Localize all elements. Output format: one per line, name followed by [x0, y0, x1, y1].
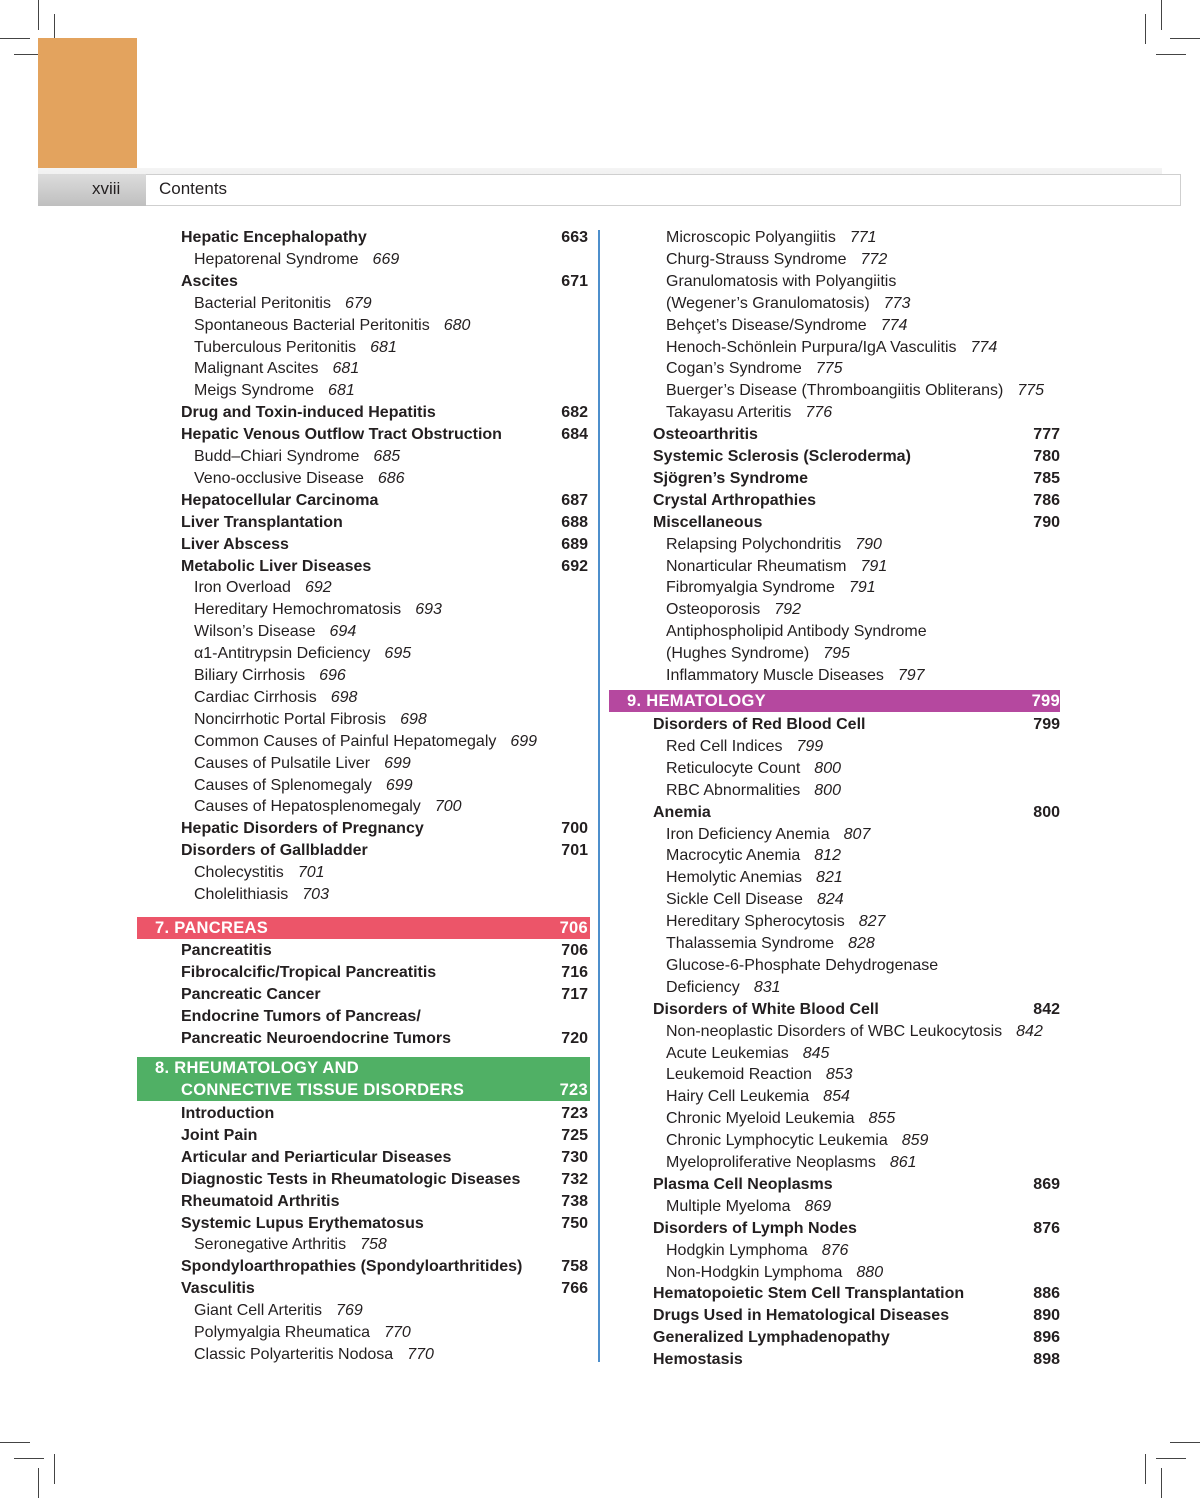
toc-entry[interactable]	[0, 424, 1200, 446]
entry-title: Metabolic Liver Diseases	[181, 557, 372, 575]
entry-page-number: 699	[510, 732, 538, 750]
entry-title: (Wegener’s Granulomatosis) 773	[666, 294, 911, 312]
toc-entry[interactable]	[0, 802, 1200, 824]
entry-title: Iron Overload 692	[194, 579, 332, 597]
toc-subentry[interactable]	[0, 271, 1200, 293]
toc-subentry[interactable]	[0, 736, 1200, 758]
entry-page-number: 880	[856, 1263, 884, 1281]
entry-page-number: 800	[814, 759, 841, 777]
entry-title: Crystal Arthropathies	[653, 491, 816, 509]
entry-title: Vasculitis	[181, 1280, 255, 1298]
crop-mark	[1156, 54, 1186, 55]
section-title: 7. PANCREAS	[155, 919, 269, 937]
entry-title: Biliary Cirrhosis 696	[194, 667, 346, 684]
entry-title: Macrocytic Anemia 812	[666, 847, 841, 865]
entry-title: Glucose-6-Phosphate Dehydrogenase	[666, 956, 939, 974]
entry-title: Liver Abscess	[181, 535, 289, 553]
entry-page-number: 777	[1033, 426, 1060, 444]
entry-title: Polymyalgia Rheumatica 770	[194, 1324, 411, 1341]
entry-title: Hepatic Venous Outflow Tract Obstruction	[181, 426, 502, 444]
crop-mark	[1161, 0, 1162, 30]
entry-page-number: 698	[400, 710, 427, 728]
entry-title: Hepatic Disorders of Pregnancy	[181, 820, 424, 838]
entry-page-number: 725	[561, 1126, 588, 1144]
entry-title: Hereditary Spherocytosis 827	[666, 913, 886, 931]
entry-title: Non-neoplastic Disorders of WBC Leukocytosis 842	[666, 1022, 1043, 1040]
entry-title: Wilson’s Disease 694	[194, 623, 357, 641]
crop-mark	[14, 1458, 44, 1459]
section-title: CONNECTIVE TISSUE DISORDERS	[181, 1081, 465, 1099]
entry-page-number: 797	[897, 667, 925, 684]
entry-title: Liver Transplantation	[181, 513, 343, 531]
toc-subentry[interactable]	[0, 867, 1200, 889]
toc-subentry[interactable]	[0, 1086, 1200, 1108]
crop-mark	[38, 1468, 39, 1498]
entry-page-number: 732	[561, 1170, 588, 1188]
entry-title: Chronic Lymphocytic Leukemia 859	[666, 1132, 929, 1150]
entry-page-number: 758	[360, 1236, 387, 1254]
entry-page-number: 775	[815, 360, 843, 378]
toc-subentry[interactable]	[0, 315, 1200, 337]
entry-page-number: 689	[561, 535, 588, 553]
entry-page-number: 698	[330, 688, 358, 706]
entry-title: Deficiency 831	[666, 978, 781, 996]
entry-page-number: 696	[319, 667, 346, 684]
entry-title: Churg-Strauss Syndrome 772	[666, 250, 888, 268]
entry-page-number: 791	[848, 579, 876, 597]
entry-page-number: 699	[384, 754, 411, 772]
entry-title: Multiple Myeloma 869	[666, 1197, 832, 1215]
entry-title: Generalized Lymphadenopathy	[653, 1329, 890, 1347]
entry-page-number: 869	[804, 1197, 832, 1215]
entry-title: α1-Antitrypsin Deficiency 695	[194, 645, 412, 663]
toc-subentry[interactable]	[0, 337, 1200, 359]
toc-entry[interactable]	[0, 714, 1200, 736]
toc-entry[interactable]	[0, 1218, 1200, 1240]
entry-page-number: 790	[1033, 513, 1060, 531]
entry-title: Systemic Lupus Erythematosus	[181, 1214, 424, 1232]
entry-title: Joint Pain	[181, 1126, 258, 1144]
toc-subentry[interactable]	[0, 358, 1200, 380]
entry-page-number: 886	[1033, 1285, 1060, 1303]
entry-page-number: 807	[843, 825, 871, 843]
entry-page-number: 790	[855, 535, 882, 553]
toc-subentry[interactable]	[0, 534, 1200, 556]
crop-mark	[38, 0, 39, 30]
entry-page-number: 663	[561, 229, 588, 246]
toc-subentry[interactable]	[0, 758, 1200, 780]
entry-title: Causes of Splenomegaly 699	[194, 776, 413, 794]
entry-page-number: 854	[823, 1088, 850, 1106]
entry-title: Classic Polyarteritis Nodosa 770	[194, 1345, 434, 1363]
entry-title: Red Cell Indices 799	[666, 737, 824, 755]
crop-mark	[1161, 1468, 1162, 1498]
entry-page-number: 792	[774, 601, 801, 619]
entry-title: Hereditary Hemochromatosis 693	[194, 601, 442, 619]
entry-title: Takayasu Arteritis 776	[666, 404, 833, 422]
entry-title: Osteoarthritis	[653, 426, 758, 444]
toc-subentry[interactable]	[0, 599, 1200, 621]
entry-title: Hepatic Encephalopathy	[181, 229, 367, 246]
entry-page-number: 780	[1033, 448, 1060, 465]
entry-title: Systemic Sclerosis (Scleroderma)	[653, 448, 911, 465]
entry-title: Introduction	[181, 1105, 275, 1122]
entry-page-number: 842	[1033, 1000, 1060, 1018]
toc-subentry[interactable]	[0, 577, 1200, 599]
entry-page-number: 799	[1033, 716, 1060, 733]
entry-title: Pancreatic Cancer	[181, 985, 321, 1003]
section-title: 8. RHEUMATOLOGY AND	[155, 1059, 360, 1077]
entry-page-number: 876	[1033, 1219, 1060, 1237]
entry-page-number: 827	[858, 913, 886, 931]
entry-page-number: 890	[1033, 1307, 1060, 1325]
entry-page-number: 775	[1017, 382, 1045, 400]
entry-title: Nonarticular Rheumatism 791	[666, 557, 888, 575]
entry-page-number: 845	[802, 1044, 830, 1062]
entry-title: Hepatocellular Carcinoma	[181, 491, 379, 509]
entry-page-number: 671	[561, 272, 588, 290]
entry-page-number: 795	[823, 645, 850, 663]
entry-page-number: 800	[814, 781, 841, 799]
toc-subentry[interactable]	[0, 249, 1200, 271]
toc-subentry[interactable]	[0, 621, 1200, 643]
entry-page-number: 824	[816, 891, 844, 909]
toc-subentry[interactable]	[0, 402, 1200, 424]
entry-page-number: 695	[384, 645, 412, 663]
entry-title: Buerger’s Disease (Thromboangiitis Obliterans) 775	[666, 382, 1045, 400]
entry-page-number: 680	[443, 316, 471, 334]
toc-entry[interactable]	[0, 1349, 1200, 1371]
entry-page-number: 799	[796, 737, 824, 755]
entry-title: Budd–Chiari Syndrome 685	[194, 448, 401, 465]
toc-subentry[interactable]	[0, 1130, 1200, 1152]
toc-subentry[interactable]	[0, 556, 1200, 578]
entry-page-number: 684	[561, 426, 588, 444]
entry-title: Antiphospholipid Antibody Syndrome	[666, 623, 927, 641]
entry-page-number: 701	[561, 842, 588, 860]
entry-page-number: 723	[561, 1105, 588, 1122]
entry-page-number: 800	[1033, 803, 1060, 821]
entry-title: Drugs Used in Hematological Diseases	[653, 1307, 950, 1325]
entry-page-number: 774	[970, 338, 998, 356]
entry-title: Ascites	[181, 272, 238, 290]
entry-page-number: 700	[434, 798, 462, 816]
entry-title: Hairy Cell Leukemia 854	[666, 1088, 850, 1106]
entry-title: Henoch-Schönlein Purpura/IgA Vasculitis 774	[666, 338, 998, 356]
entry-page-number: 681	[370, 338, 397, 356]
entry-title: Inflammatory Muscle Diseases 797	[666, 667, 925, 684]
toc-subentry[interactable]	[0, 293, 1200, 315]
entry-page-number: 770	[407, 1345, 434, 1363]
entry-page-number: 694	[329, 623, 357, 641]
entry-title: Causes of Pulsatile Liver 699	[194, 754, 411, 772]
section-heading-band[interactable]	[609, 690, 1060, 712]
running-header-title: Contents	[159, 179, 228, 198]
entry-title: Cardiac Cirrhosis 698	[194, 688, 358, 706]
section-page-number: 723	[559, 1081, 588, 1099]
entry-page-number: 685	[373, 448, 401, 465]
entry-page-number: 776	[805, 404, 833, 422]
toc-subentry[interactable]	[0, 380, 1200, 402]
entry-title: Leukemoid Reaction 853	[666, 1066, 853, 1084]
crop-mark	[1145, 14, 1146, 44]
entry-title: Tuberculous Peritonitis 681	[194, 338, 397, 356]
entry-title: Cogan’s Syndrome 775	[666, 360, 843, 378]
toc-subentry[interactable]	[0, 1240, 1200, 1262]
toc-subentry[interactable]	[0, 227, 1200, 249]
entry-title: Cholelithiasis 703	[194, 886, 329, 903]
entry-page-number: 771	[849, 229, 877, 246]
toc-subentry[interactable]	[0, 1262, 1200, 1284]
entry-title: Bacterial Peritonitis 679	[194, 294, 372, 312]
toc-subentry[interactable]	[0, 1196, 1200, 1218]
toc-subentry[interactable]	[0, 1064, 1200, 1086]
entry-page-number: 861	[889, 1154, 917, 1171]
entry-page-number: 692	[561, 557, 588, 575]
entry-page-number: 791	[860, 557, 888, 575]
toc-entry[interactable]	[0, 490, 1200, 512]
entry-page-number: 706	[561, 942, 588, 959]
entry-page-number: 842	[1016, 1022, 1043, 1040]
entry-page-number: 831	[753, 978, 781, 996]
entry-title: Spontaneous Bacterial Peritonitis 680	[194, 316, 471, 334]
entry-page-number: 693	[415, 601, 442, 619]
entry-title: Fibrocalcific/Tropical Pancreatitis	[181, 963, 437, 981]
entry-page-number: 853	[825, 1066, 853, 1084]
entry-title: Reticulocyte Count 800	[666, 759, 841, 777]
section-title: 9. HEMATOLOGY	[627, 692, 766, 710]
crop-mark	[1170, 38, 1200, 39]
entry-title: Meigs Syndrome 681	[194, 382, 355, 400]
toc-subentry[interactable]	[0, 889, 1200, 911]
entry-title: Hematopoietic Stem Cell Transplantation	[653, 1285, 965, 1303]
toc-entry[interactable]	[0, 1305, 1200, 1327]
entry-page-number: 876	[821, 1241, 849, 1259]
entry-title: Drug and Toxin-induced Hepatitis	[181, 404, 436, 422]
toc-subentry[interactable]	[0, 933, 1200, 955]
toc-entry[interactable]	[0, 446, 1200, 468]
entry-title: Hemostasis	[653, 1351, 743, 1369]
entry-title: Diagnostic Tests in Rheumatologic Diseases	[181, 1170, 521, 1188]
toc-entry[interactable]	[0, 999, 1200, 1021]
entry-title: Noncirrhotic Portal Fibrosis 698	[194, 710, 427, 728]
entry-title: Pancreatitis	[181, 942, 272, 959]
toc-entry[interactable]	[0, 1174, 1200, 1196]
crop-mark	[0, 38, 30, 39]
entry-title: Veno-occlusive Disease 686	[194, 469, 405, 487]
entry-page-number: 738	[561, 1192, 588, 1210]
toc-subentry[interactable]	[0, 1043, 1200, 1065]
entry-page-number: 716	[561, 963, 588, 981]
entry-title: Disorders of White Blood Cell	[653, 1000, 879, 1018]
entry-page-number: 687	[561, 491, 588, 509]
entry-page-number: 669	[372, 250, 400, 268]
entry-page-number: 681	[332, 360, 360, 378]
toc-subentry[interactable]	[0, 911, 1200, 933]
entry-title: Fibromyalgia Syndrome 791	[666, 579, 876, 597]
entry-page-number: 730	[561, 1148, 588, 1166]
toc-subentry[interactable]	[0, 845, 1200, 867]
entry-title: Hemolytic Anemias 821	[666, 869, 843, 887]
entry-title: Myeloproliferative Neoplasms 861	[666, 1154, 917, 1171]
entry-title: Sickle Cell Disease 824	[666, 891, 844, 909]
entry-title: Seronegative Arthritis 758	[194, 1236, 387, 1254]
entry-title: Disorders of Red Blood Cell	[653, 716, 866, 733]
entry-page-number: 750	[561, 1214, 588, 1232]
section-page-number: 706	[559, 919, 588, 937]
entry-title: Malignant Ascites 681	[194, 360, 360, 378]
entry-page-number: 681	[328, 382, 355, 400]
toc-subentry[interactable]	[0, 1021, 1200, 1043]
crop-mark	[54, 1454, 55, 1484]
entry-title: Plasma Cell Neoplasms	[653, 1175, 833, 1193]
entry-title: (Hughes Syndrome) 795	[666, 645, 850, 663]
entry-page-number: 682	[561, 404, 588, 422]
entry-page-number: 700	[561, 820, 588, 838]
entry-page-number: 699	[385, 776, 413, 794]
toc-subentry[interactable]	[0, 665, 1200, 687]
entry-page-number: 855	[868, 1110, 896, 1128]
toc-entry[interactable]	[0, 512, 1200, 534]
crop-mark	[1170, 1442, 1200, 1443]
entry-page-number: 703	[302, 886, 329, 903]
entry-page-number: 828	[848, 935, 875, 952]
entry-title: Microscopic Polyangiitis 771	[666, 229, 877, 246]
entry-page-number: 773	[883, 294, 911, 312]
crop-mark	[1145, 1454, 1146, 1484]
entry-title: Miscellaneous	[653, 513, 763, 531]
entry-title: Disorders of Gallbladder	[181, 842, 368, 860]
entry-title: Thalassemia Syndrome 828	[666, 935, 875, 952]
entry-title: Endocrine Tumors of Pancreas/	[181, 1007, 421, 1025]
entry-title: Iron Deficiency Anemia 807	[666, 825, 871, 843]
entry-page-number: 785	[1033, 469, 1060, 487]
entry-title: Rheumatoid Arthritis	[181, 1192, 340, 1210]
entry-title: Pancreatic Neuroendocrine Tumors	[181, 1029, 451, 1047]
header-rule-box	[146, 174, 1181, 206]
entry-page-number: 679	[344, 294, 372, 312]
entry-page-number: 859	[901, 1132, 929, 1150]
entry-title: Disorders of Lymph Nodes	[653, 1219, 857, 1237]
entry-title: Sjögren’s Syndrome	[653, 469, 808, 487]
entry-page-number: 772	[860, 250, 888, 268]
entry-page-number: 786	[1033, 491, 1060, 509]
entry-title: Cholecystitis 701	[194, 864, 325, 882]
toc-entry[interactable]	[0, 1283, 1200, 1305]
toc-subentry[interactable]	[0, 643, 1200, 665]
entry-title: RBC Abnormalities 800	[666, 781, 841, 799]
entry-title: Spondyloarthropathies (Spondyloarthritides)	[181, 1258, 523, 1276]
entry-page-number: 898	[1033, 1351, 1060, 1369]
entry-title: Giant Cell Arteritis 769	[194, 1302, 363, 1320]
toc-subentry[interactable]	[0, 977, 1200, 999]
entry-page-number: 896	[1033, 1329, 1060, 1347]
entry-title: Behçet’s Disease/Syndrome 774	[666, 316, 908, 334]
page-number: xviii	[92, 179, 121, 198]
crop-mark	[1156, 1458, 1186, 1459]
entry-page-number: 688	[561, 513, 588, 531]
entry-title: Anemia	[653, 803, 711, 821]
entry-page-number: 821	[816, 869, 843, 887]
entry-title: Common Causes of Painful Hepatomegaly 699	[194, 732, 538, 750]
entry-title: Hepatorenal Syndrome 669	[194, 250, 400, 268]
entry-title: Relapsing Polychondritis 790	[666, 535, 882, 553]
entry-page-number: 720	[561, 1029, 588, 1047]
entry-page-number: 686	[377, 469, 405, 487]
entry-title: Osteoporosis 792	[666, 601, 801, 619]
entry-page-number: 769	[336, 1302, 363, 1320]
entry-page-number: 770	[384, 1324, 411, 1341]
toc-subentry[interactable]	[0, 824, 1200, 846]
toc-subentry[interactable]	[0, 955, 1200, 977]
entry-page-number: 766	[561, 1280, 588, 1298]
entry-title: Chronic Myeloid Leukemia 855	[666, 1110, 896, 1128]
entry-title: Causes of Hepatosplenomegaly 700	[194, 798, 462, 816]
entry-title: Acute Leukemias 845	[666, 1044, 830, 1062]
entry-page-number: 869	[1033, 1175, 1060, 1193]
entry-page-number: 758	[561, 1258, 588, 1276]
entry-page-number: 692	[304, 579, 332, 597]
toc-subentry[interactable]	[0, 780, 1200, 802]
entry-page-number: 812	[814, 847, 841, 865]
entry-page-number: 774	[880, 316, 908, 334]
entry-page-number: 701	[297, 864, 325, 882]
entry-page-number: 717	[561, 985, 588, 1003]
entry-title: Non-Hodgkin Lymphoma 880	[666, 1263, 884, 1281]
section-page-number: 799	[1031, 692, 1060, 710]
toc-entry[interactable]	[0, 468, 1200, 490]
entry-title: Hodgkin Lymphoma 876	[666, 1241, 849, 1259]
entry-title: Articular and Periarticular Diseases	[181, 1148, 452, 1166]
toc-entry[interactable]	[0, 1327, 1200, 1349]
crop-mark	[0, 1442, 30, 1443]
toc-subentry[interactable]	[0, 1108, 1200, 1130]
toc-subentry[interactable]	[0, 1152, 1200, 1174]
entry-title: Granulomatosis with Polyangiitis	[666, 272, 897, 290]
